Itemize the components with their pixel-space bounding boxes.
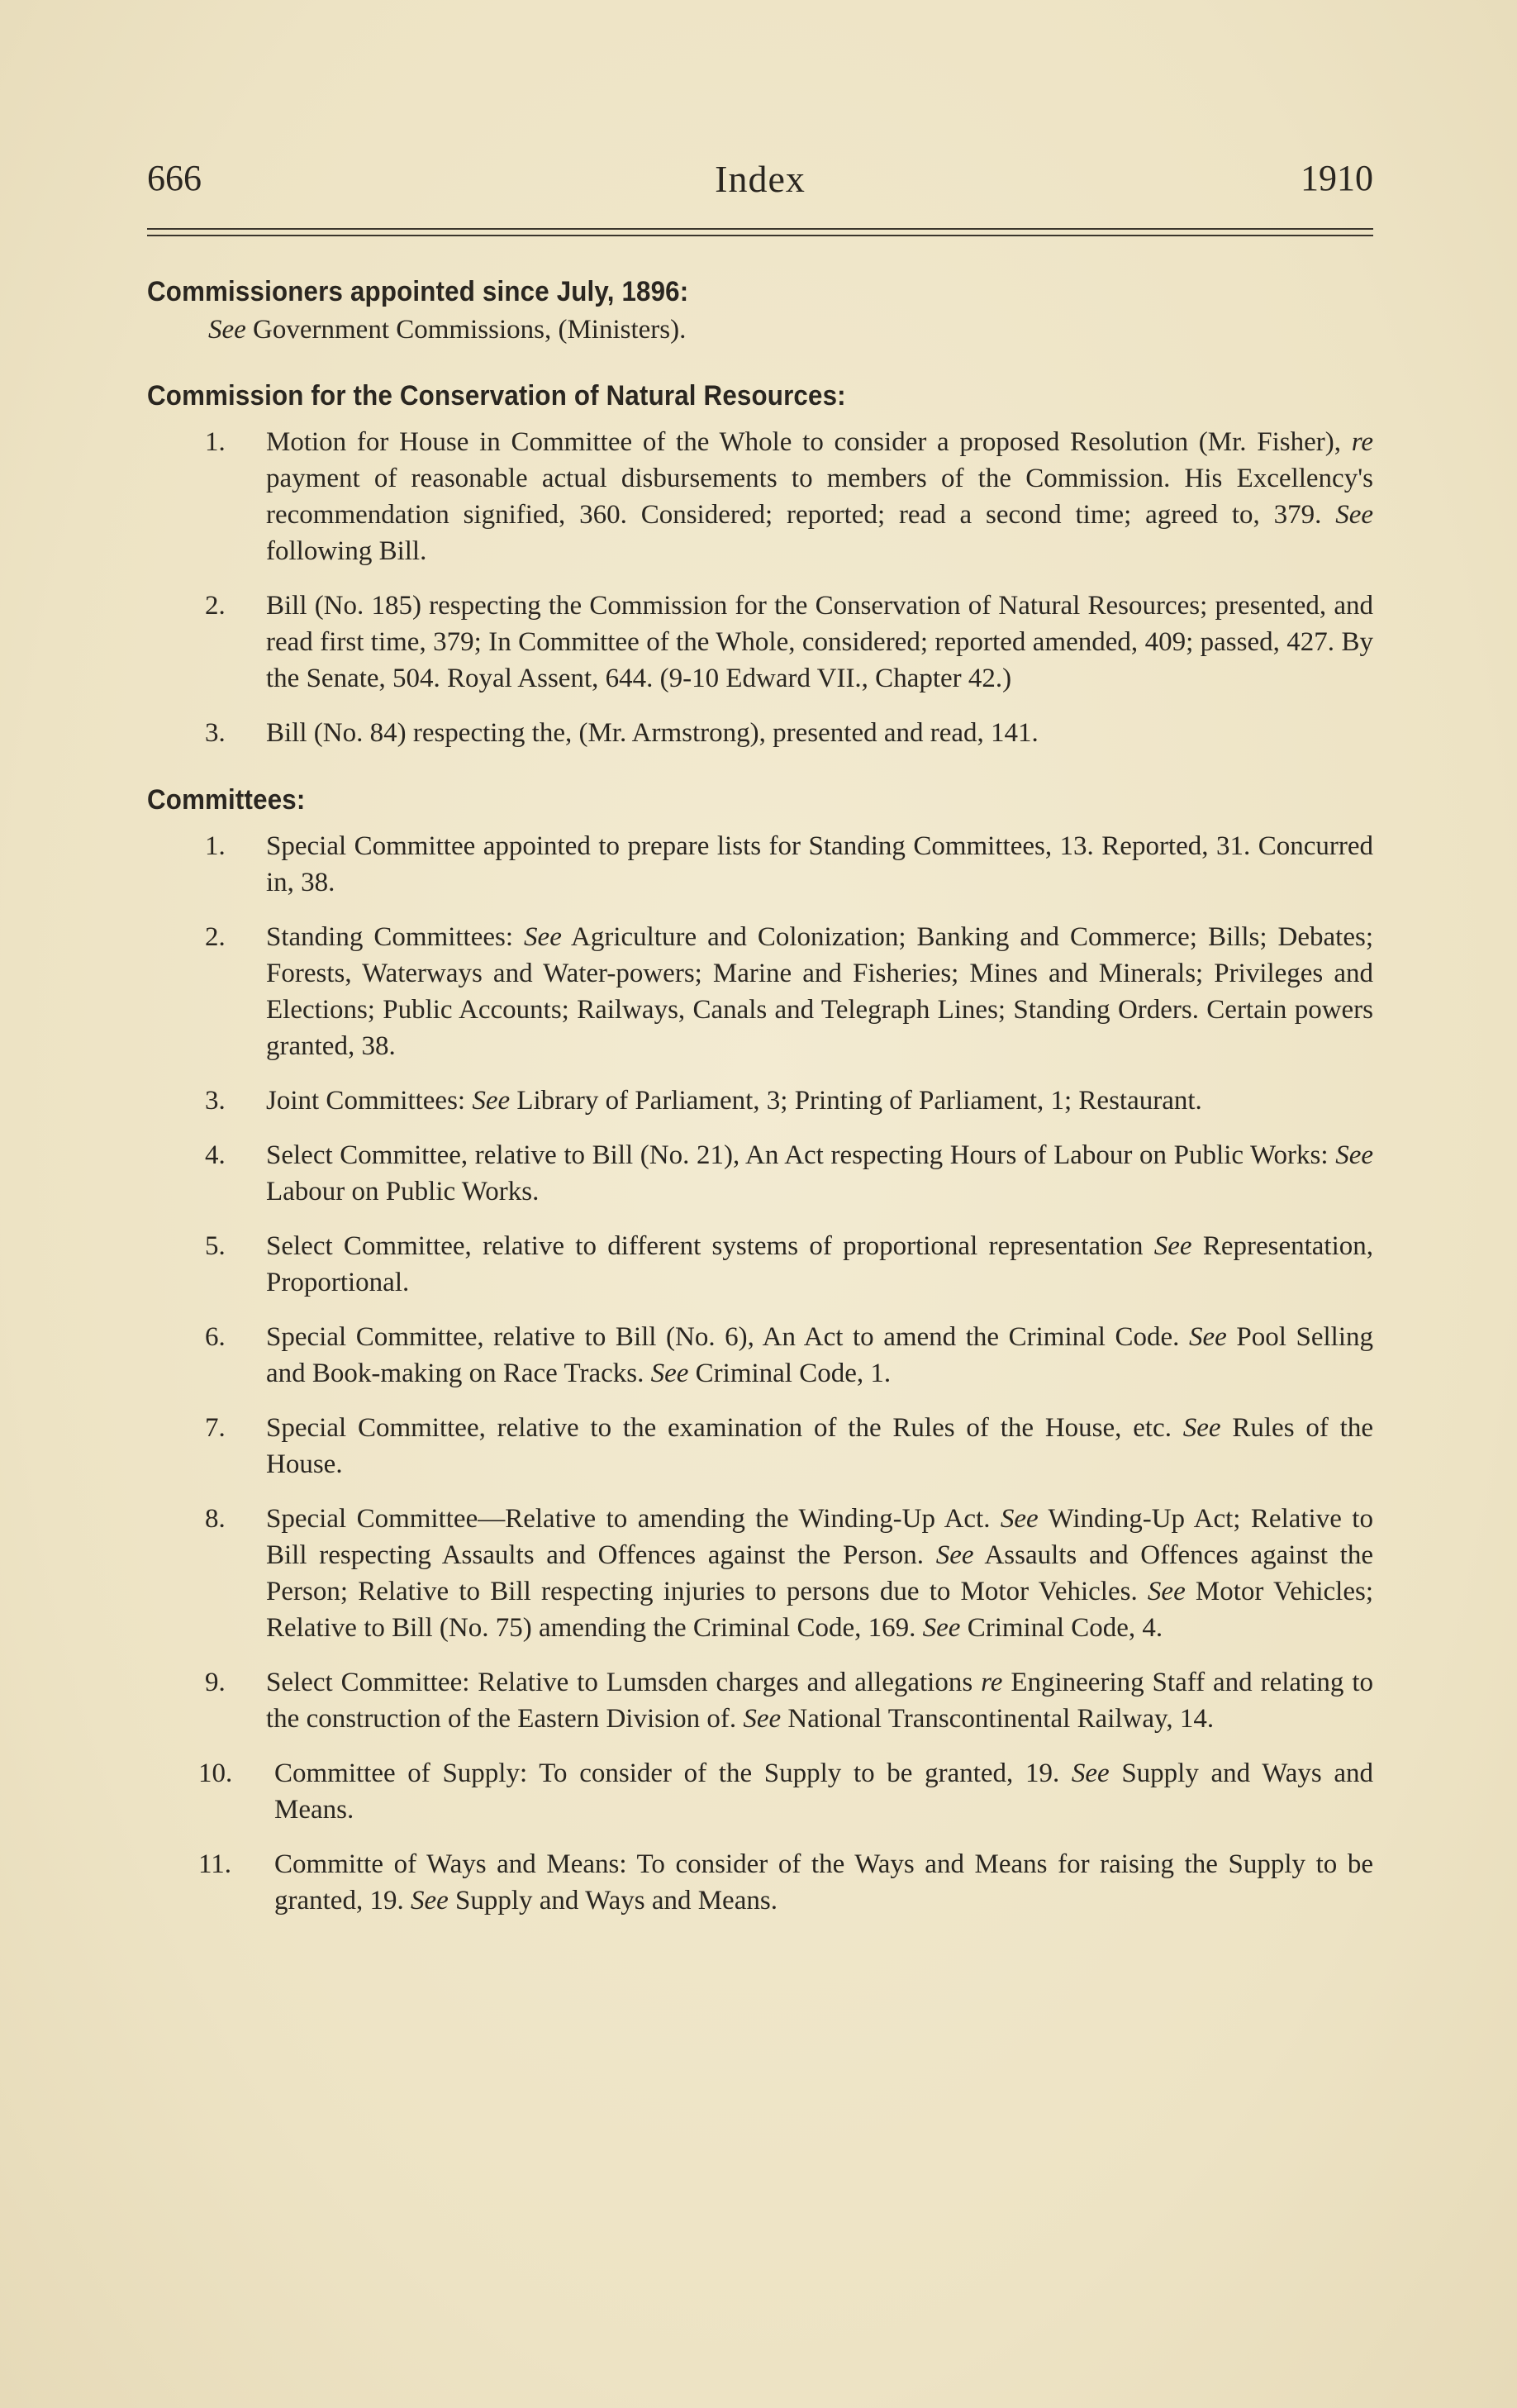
see-reference: [208, 315, 1373, 345]
entry-number: 1.: [205, 831, 226, 861]
index-entry: [147, 1319, 1373, 1392]
index-section: [147, 276, 1373, 345]
index-entry: [147, 1228, 1373, 1301]
section-heading: Committees:: [147, 784, 306, 816]
index-entry: [147, 1083, 1373, 1119]
entry-text: Special Committee appointed to prepare lists for Standing Committees, 13. Reported, 31. Concurred in, 38.: [266, 831, 1373, 897]
index-entry: [147, 1137, 1373, 1210]
page-number: 666: [147, 158, 202, 198]
entry-text: Joint Committees: See Library of Parliament, 3; Printing of Parliament, 1; Restaurant.: [266, 1086, 1202, 1116]
entry-list: [147, 424, 1373, 751]
index-entry: [147, 1664, 1373, 1737]
entry-number: 10.: [198, 1758, 233, 1788]
running-title: Index: [715, 158, 806, 200]
entry-number: 7.: [205, 1413, 226, 1443]
entry-text: Special Committee—Relative to amending the Winding-Up Act. See Winding-Up Act; Relative to Bill respecting Assaults and Offences against the Person. See Assaults and Offences against the Person; Relative to Bill respecting injuries to persons due to Motor Vehicles. See Motor Vehicles; Relative to Bill (No. 75) amending the Criminal Code, 169. See Criminal Code, 4.: [266, 1504, 1373, 1643]
index-entry: [147, 828, 1373, 901]
entry-number: 6.: [205, 1322, 226, 1352]
entry-text: Standing Committees: See Agriculture and Colonization; Banking and Commerce; Bills; Debates; Forests, Waterways and Water-powers; Marine and Fisheries; Mines and Minerals; Privileges and Elections; Public Accounts; Railways, Canals and Telegraph Lines; Standing Orders. Certain powers granted, 38.: [266, 922, 1373, 1061]
entry-number: 11.: [198, 1849, 232, 1879]
entry-text: Committee of Supply: To consider of the Supply to be granted, 19. See Supply and Ways and Means.: [274, 1758, 1373, 1825]
index-entry: [147, 919, 1373, 1064]
section-heading: Commission for the Conservation of Natural Resources:: [147, 380, 846, 412]
entry-number: 3.: [205, 1086, 226, 1116]
entry-number: 3.: [205, 718, 226, 748]
entry-number: 9.: [205, 1668, 226, 1697]
entry-text: Special Committee, relative to the examination of the Rules of the House, etc. See Rules of the House.: [266, 1413, 1373, 1479]
entry-number: 4.: [205, 1140, 226, 1170]
entry-text: Select Committee, relative to different systems of proportional representation See Representation, Proportional.: [266, 1231, 1373, 1297]
index-entry: [147, 715, 1373, 751]
header-rule: [147, 228, 1373, 236]
year: 1910: [1301, 158, 1373, 198]
index-entry: [147, 1846, 1373, 1919]
entry-number: 5.: [205, 1231, 226, 1261]
index-entry: [147, 424, 1373, 569]
section-heading: Commissioners appointed since July, 1896:: [147, 276, 689, 307]
entry-text: Special Committee, relative to Bill (No. 6), An Act to amend the Criminal Code. See Pool Selling and Book-making on Race Tracks. See Criminal Code, 1.: [266, 1322, 1373, 1388]
entry-number: 2.: [205, 591, 226, 621]
index-entry: [147, 1410, 1373, 1482]
entry-text: Bill (No. 84) respecting the, (Mr. Armstrong), presented and read, 141.: [266, 718, 1039, 748]
index-entry: [147, 588, 1373, 697]
page-header: [147, 149, 1373, 223]
index-page: [147, 149, 1373, 1937]
entry-number: 1.: [205, 427, 226, 457]
entry-text: Bill (No. 185) respecting the Commission for the Conservation of Natural Resources; presented, and read first time, 379; In Committee of the Whole, considered; reported amended, 409; passed, 427. By the Senate, 504. Royal Assent, 644. (9-10 Edward VII., Chapter 42.): [266, 591, 1373, 693]
index-section: [147, 784, 1373, 1919]
index-section: [147, 380, 1373, 751]
see-text: Government Commissions, (Ministers).: [253, 315, 687, 345]
index-entry: [147, 1755, 1373, 1828]
entry-number: 2.: [205, 922, 226, 952]
index-entry: [147, 1501, 1373, 1646]
entry-text: Select Committee, relative to Bill (No. 21), An Act respecting Hours of Labour on Public Works: See Labour on Public Works.: [266, 1140, 1373, 1206]
entry-list: [147, 828, 1373, 1919]
entry-text: Select Committee: Relative to Lumsden charges and allegations re Engineering Staff and relating to the construction of the Eastern Division of. See National Transcontinental Railway, 14.: [266, 1668, 1374, 1734]
entry-text: Motion for House in Committee of the Whole to consider a proposed Resolution (Mr. Fisher), re payment of reasonable actual disbursements to members of the Commission. His Excellency's recommendation signified, 360. Considered; reported; read a second time; agreed to, 379. See following Bill.: [266, 427, 1373, 566]
entry-text: Committe of Ways and Means: To consider of the Ways and Means for raising the Supply to be granted, 19. See Supply and Ways and Means.: [274, 1849, 1373, 1915]
see-prefix: See: [208, 315, 246, 345]
entry-number: 8.: [205, 1504, 226, 1534]
